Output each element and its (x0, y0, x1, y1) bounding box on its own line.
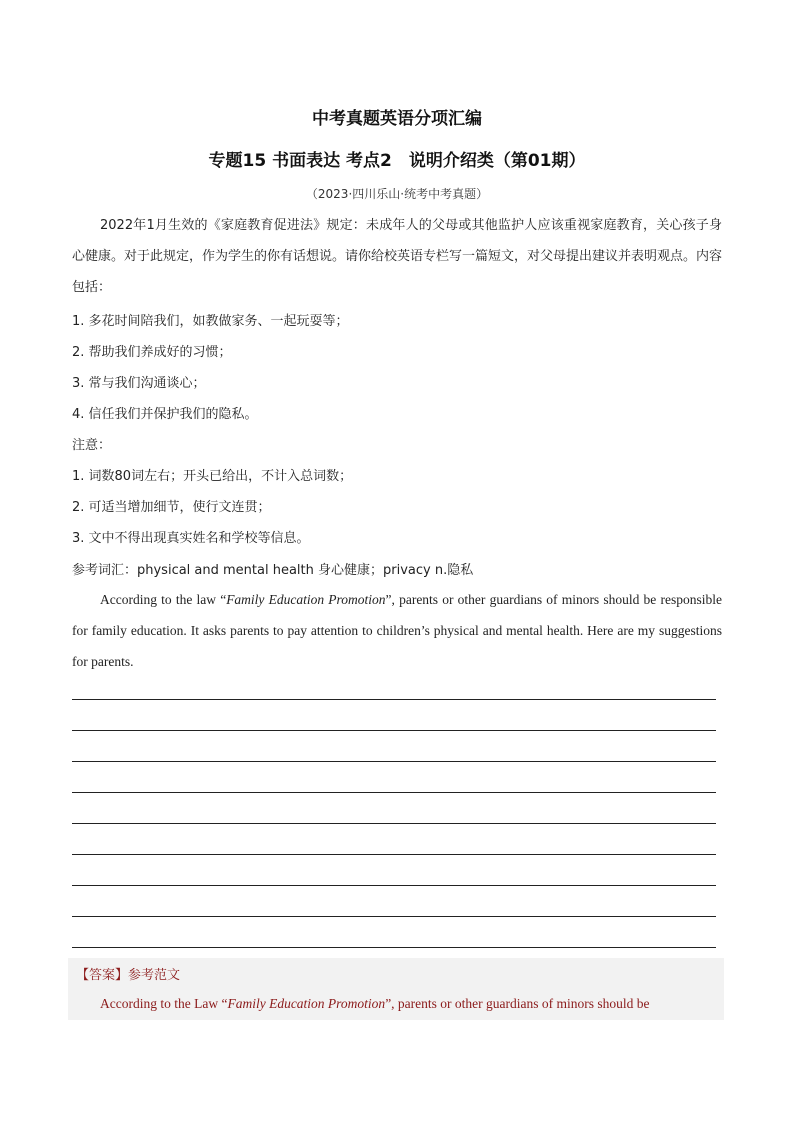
document-subtitle: 专题15 书面表达 考点2 说明介绍类（第01期） (208, 151, 586, 171)
note-1: 1. 词数80词左右；开头已给出，不计入总词数； (72, 469, 353, 484)
writing-line (72, 699, 716, 700)
essay-opening-text-2: ”, parents or other guardians of minors should be responsible for family education. It asks parents to pay attention to children’s physical and mental health. Here are my suggestions for parents. (72, 592, 722, 669)
document-title: 中考真题英语分项汇编 (312, 109, 482, 129)
writing-line (72, 823, 716, 824)
answer-section (68, 958, 724, 1020)
essay-opening-law-name: Family Education Promotion (226, 592, 386, 607)
answer-text-1: According to the Law “ (100, 996, 228, 1011)
writing-line (72, 885, 716, 886)
essay-opening (72, 584, 722, 677)
writing-lines (72, 699, 716, 978)
writing-line (72, 854, 716, 855)
answer-law-name: Family Education Promotion (227, 996, 386, 1011)
content-point-1: 1. 多花时间陪我们，如教做家务、一起玩耍等； (72, 314, 349, 329)
content-point-3: 3. 常与我们沟通谈心； (72, 376, 206, 391)
vocabulary-hint: 参考词汇：physical and mental health 身心健康；privacy n.隐私 (72, 563, 474, 578)
content-point-4: 4. 信任我们并保护我们的隐私。 (72, 407, 258, 422)
writing-line (72, 761, 716, 762)
essay-opening-text-1: According to the law “ (100, 592, 227, 607)
question-source: （2023·四川乐山·统考中考真题） (305, 187, 489, 201)
question-intro: 2022年1月生效的《家庭教育促进法》规定：未成年人的父母或其他监护人应该重视家庭教育，关心孩子身心健康。对于此规定，作为学生的你有话想说。请你给校英语专栏写一篇短文，对父母提出建议并表明观点。内容包括： (72, 218, 723, 295)
answer-text-2: ”, parents or other guardians of minors should be (385, 996, 650, 1011)
note-2: 2. 可适当增加细节，使行文连贯； (72, 500, 271, 515)
writing-line (72, 730, 716, 731)
writing-line (72, 947, 716, 948)
writing-line (72, 792, 716, 793)
notes-label: 注意： (72, 438, 112, 453)
answer-label: 【答案】参考范文 (76, 968, 181, 983)
content-point-2: 2. 帮助我们养成好的习惯； (72, 345, 232, 360)
answer-text (100, 996, 650, 1012)
writing-line (72, 916, 716, 917)
note-3: 3. 文中不得出现真实姓名和学校等信息。 (72, 531, 310, 546)
